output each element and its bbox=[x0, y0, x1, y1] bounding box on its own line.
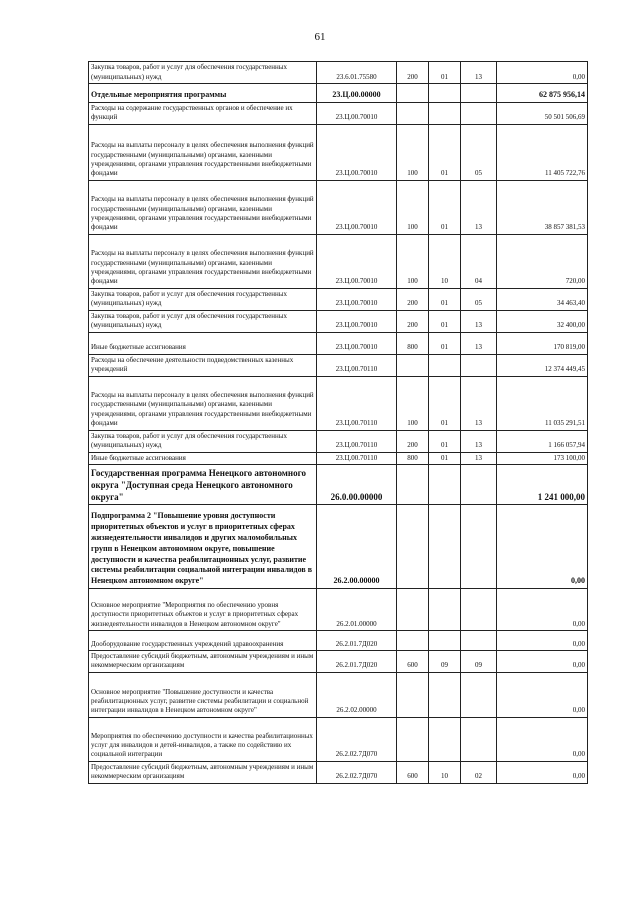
row-subsection: 13 bbox=[461, 180, 497, 234]
row-section: 01 bbox=[429, 452, 461, 464]
row-code: 23.Ц.00.70010 bbox=[317, 103, 397, 125]
row-subsection: 13 bbox=[461, 332, 497, 354]
row-amount: 170 819,00 bbox=[497, 332, 588, 354]
row-section bbox=[429, 84, 461, 103]
row-subsection bbox=[461, 717, 497, 761]
table-row bbox=[89, 717, 588, 761]
row-name: Иные бюджетные ассигнования bbox=[89, 452, 317, 464]
row-section: 01 bbox=[429, 376, 461, 430]
row-code: 26.2.02.7Д070 bbox=[317, 717, 397, 761]
table-row bbox=[89, 630, 588, 650]
row-amount: 0,00 bbox=[497, 672, 588, 717]
row-expense-type: 100 bbox=[397, 180, 429, 234]
row-code: 23.6.01.75580 bbox=[317, 62, 397, 84]
row-name: Предоставление субсидий бюджетным, автономным учреждениям и иным некоммерческим организациям bbox=[89, 761, 317, 783]
table-row bbox=[89, 288, 588, 310]
row-name: Отдельные мероприятия программы bbox=[89, 84, 317, 103]
table-row bbox=[89, 354, 588, 376]
row-subsection bbox=[461, 504, 497, 588]
row-name: Расходы на выплаты персоналу в целях обеспечения выполнения функций государственными (муниципальными) органами, казенными учреждениями, органами управления государственными внебюджетными фондами bbox=[89, 234, 317, 288]
row-amount: 62 875 956,14 bbox=[497, 84, 588, 103]
row-section bbox=[429, 630, 461, 650]
row-code: 23.Ц.00.70110 bbox=[317, 430, 397, 452]
row-amount: 0,00 bbox=[497, 761, 588, 783]
row-expense-type: 600 bbox=[397, 650, 429, 672]
row-section: 01 bbox=[429, 62, 461, 84]
row-expense-type: 100 bbox=[397, 376, 429, 430]
table-row bbox=[89, 180, 588, 234]
row-section: 09 bbox=[429, 650, 461, 672]
row-subsection: 13 bbox=[461, 452, 497, 464]
table-row bbox=[89, 310, 588, 332]
row-amount: 173 100,00 bbox=[497, 452, 588, 464]
row-subsection bbox=[461, 354, 497, 376]
table-row bbox=[89, 672, 588, 717]
table-row bbox=[89, 124, 588, 180]
row-expense-type bbox=[397, 588, 429, 630]
row-subsection: 13 bbox=[461, 376, 497, 430]
row-section: 01 bbox=[429, 288, 461, 310]
row-subsection: 13 bbox=[461, 62, 497, 84]
row-section: 01 bbox=[429, 310, 461, 332]
row-subsection: 13 bbox=[461, 430, 497, 452]
row-subsection: 05 bbox=[461, 124, 497, 180]
row-section bbox=[429, 103, 461, 125]
row-section bbox=[429, 672, 461, 717]
row-expense-type: 200 bbox=[397, 288, 429, 310]
row-expense-type bbox=[397, 717, 429, 761]
row-subsection: 04 bbox=[461, 234, 497, 288]
row-expense-type: 200 bbox=[397, 62, 429, 84]
row-subsection bbox=[461, 84, 497, 103]
row-expense-type bbox=[397, 354, 429, 376]
table-row bbox=[89, 761, 588, 783]
table-row bbox=[89, 234, 588, 288]
row-code: 26.0.00.00000 bbox=[317, 464, 397, 504]
row-expense-type bbox=[397, 464, 429, 504]
row-code: 23.Ц.00.70010 bbox=[317, 310, 397, 332]
budget-table bbox=[88, 61, 588, 784]
row-amount: 0,00 bbox=[497, 650, 588, 672]
row-expense-type: 100 bbox=[397, 234, 429, 288]
row-section bbox=[429, 504, 461, 588]
row-expense-type: 800 bbox=[397, 452, 429, 464]
row-subsection bbox=[461, 630, 497, 650]
row-section bbox=[429, 717, 461, 761]
row-amount: 11 405 722,76 bbox=[497, 124, 588, 180]
row-section: 10 bbox=[429, 234, 461, 288]
row-name: Расходы на выплаты персоналу в целях обеспечения выполнения функций государственными (муниципальными) органами, казенными учреждениями, органами управления государственными внебюджетными фондами bbox=[89, 376, 317, 430]
row-subsection bbox=[461, 464, 497, 504]
row-name: Государственная программа Ненецкого автономного округа "Доступная среда Ненецкого автономного округа" bbox=[89, 464, 317, 504]
row-section bbox=[429, 354, 461, 376]
row-section: 01 bbox=[429, 332, 461, 354]
row-section: 01 bbox=[429, 124, 461, 180]
row-code: 26.2.01.7Д020 bbox=[317, 630, 397, 650]
row-expense-type bbox=[397, 630, 429, 650]
row-name: Закупка товаров, работ и услуг для обеспечения государственных (муниципальных) нужд bbox=[89, 288, 317, 310]
row-expense-type bbox=[397, 504, 429, 588]
row-name: Основное мероприятие "Повышение доступности и качества реабилитационных услуг, развитие системы реабилитации и социальной интеграции инвалидов в Ненецком автономном округе" bbox=[89, 672, 317, 717]
row-amount: 0,00 bbox=[497, 504, 588, 588]
row-subsection bbox=[461, 103, 497, 125]
row-name: Расходы на содержание государственных органов и обеспечение их функций bbox=[89, 103, 317, 125]
row-name: Дооборудование государственных учреждений здравоохранения bbox=[89, 630, 317, 650]
row-amount: 38 857 381,53 bbox=[497, 180, 588, 234]
row-name: Иные бюджетные ассигнования bbox=[89, 332, 317, 354]
row-expense-type: 200 bbox=[397, 430, 429, 452]
row-name: Расходы на выплаты персоналу в целях обеспечения выполнения функций государственными (муниципальными) органами, казенными учреждениями, органами управления государственными внебюджетными фондами bbox=[89, 180, 317, 234]
row-code: 23.Ц.00.70010 bbox=[317, 332, 397, 354]
row-subsection: 09 bbox=[461, 650, 497, 672]
row-expense-type bbox=[397, 84, 429, 103]
table-row bbox=[89, 332, 588, 354]
table-row bbox=[89, 62, 588, 84]
row-section bbox=[429, 464, 461, 504]
row-subsection bbox=[461, 588, 497, 630]
table-row bbox=[89, 588, 588, 630]
row-expense-type: 800 bbox=[397, 332, 429, 354]
row-code: 26.2.02.7Д070 bbox=[317, 761, 397, 783]
row-amount: 34 463,40 bbox=[497, 288, 588, 310]
row-amount: 0,00 bbox=[497, 717, 588, 761]
row-name: Закупка товаров, работ и услуг для обеспечения государственных (муниципальных) нужд bbox=[89, 62, 317, 84]
table-row bbox=[89, 464, 588, 504]
row-name: Расходы на выплаты персоналу в целях обеспечения выполнения функций государственными (муниципальными) органами, казенными учреждениями, органами управления государственными внебюджетными фондами bbox=[89, 124, 317, 180]
row-name: Закупка товаров, работ и услуг для обеспечения государственных (муниципальных) нужд bbox=[89, 310, 317, 332]
row-section: 01 bbox=[429, 180, 461, 234]
budget-table-body bbox=[89, 62, 588, 784]
row-code: 23.Ц.00.70010 bbox=[317, 288, 397, 310]
row-amount: 1 241 000,00 bbox=[497, 464, 588, 504]
row-amount: 11 035 291,51 bbox=[497, 376, 588, 430]
row-expense-type: 200 bbox=[397, 310, 429, 332]
row-amount: 720,00 bbox=[497, 234, 588, 288]
row-code: 23.Ц.00.00000 bbox=[317, 84, 397, 103]
row-code: 23.Ц.00.70010 bbox=[317, 124, 397, 180]
row-name: Основное мероприятие "Мероприятия по обеспечению уровня доступности приоритетных объектов и услуг в приоритетных сферах жизнедеятельности инвалидов в Ненецком автономном округе" bbox=[89, 588, 317, 630]
row-section: 01 bbox=[429, 430, 461, 452]
row-expense-type: 100 bbox=[397, 124, 429, 180]
row-code: 23.Ц.00.70010 bbox=[317, 180, 397, 234]
table-row bbox=[89, 504, 588, 588]
row-amount: 0,00 bbox=[497, 630, 588, 650]
table-row bbox=[89, 650, 588, 672]
row-code: 26.2.02.00000 bbox=[317, 672, 397, 717]
row-expense-type bbox=[397, 672, 429, 717]
row-expense-type: 600 bbox=[397, 761, 429, 783]
row-subsection: 02 bbox=[461, 761, 497, 783]
row-amount: 50 501 506,69 bbox=[497, 103, 588, 125]
row-amount: 12 374 449,45 bbox=[497, 354, 588, 376]
row-subsection: 05 bbox=[461, 288, 497, 310]
row-code: 23.Ц.00.70110 bbox=[317, 452, 397, 464]
row-code: 26.2.00.00000 bbox=[317, 504, 397, 588]
table-row bbox=[89, 103, 588, 125]
row-amount: 0,00 bbox=[497, 588, 588, 630]
row-section: 10 bbox=[429, 761, 461, 783]
row-section bbox=[429, 588, 461, 630]
row-name: Расходы на обеспечение деятельности подведомственных казенных учреждений bbox=[89, 354, 317, 376]
row-code: 23.Ц.00.70110 bbox=[317, 354, 397, 376]
row-name: Предоставление субсидий бюджетным, автономным учреждениям и иным некоммерческим организациям bbox=[89, 650, 317, 672]
row-name: Подпрограмма 2 "Повышение уровня доступности приоритетных объектов и услуг в приоритетных сферах жизнедеятельности инвалидов и других маломобильных групп в Ненецком автономном округе, повышение доступности и качества реабилитационных услуг, развитие системы реабилитации социальной интеграции инвалидов в Ненецком автономном округе" bbox=[89, 504, 317, 588]
row-subsection: 13 bbox=[461, 310, 497, 332]
row-amount: 1 166 057,94 bbox=[497, 430, 588, 452]
table-row bbox=[89, 84, 588, 103]
row-name: Мероприятия по обеспечению доступности и качества реабилитационных услуг для инвалидов и детей-инвалидов, а также по содействию их социальной интеграции bbox=[89, 717, 317, 761]
row-name: Закупка товаров, работ и услуг для обеспечения государственных (муниципальных) нужд bbox=[89, 430, 317, 452]
row-expense-type bbox=[397, 103, 429, 125]
row-subsection bbox=[461, 672, 497, 717]
row-code: 23.Ц.00.70010 bbox=[317, 234, 397, 288]
row-code: 26.2.01.7Д020 bbox=[317, 650, 397, 672]
table-row bbox=[89, 430, 588, 452]
table-row bbox=[89, 452, 588, 464]
table-row bbox=[89, 376, 588, 430]
row-amount: 32 400,00 bbox=[497, 310, 588, 332]
row-amount: 0,00 bbox=[497, 62, 588, 84]
row-code: 23.Ц.00.70110 bbox=[317, 376, 397, 430]
page-number: 61 bbox=[314, 31, 326, 43]
row-code: 26.2.01.00000 bbox=[317, 588, 397, 630]
